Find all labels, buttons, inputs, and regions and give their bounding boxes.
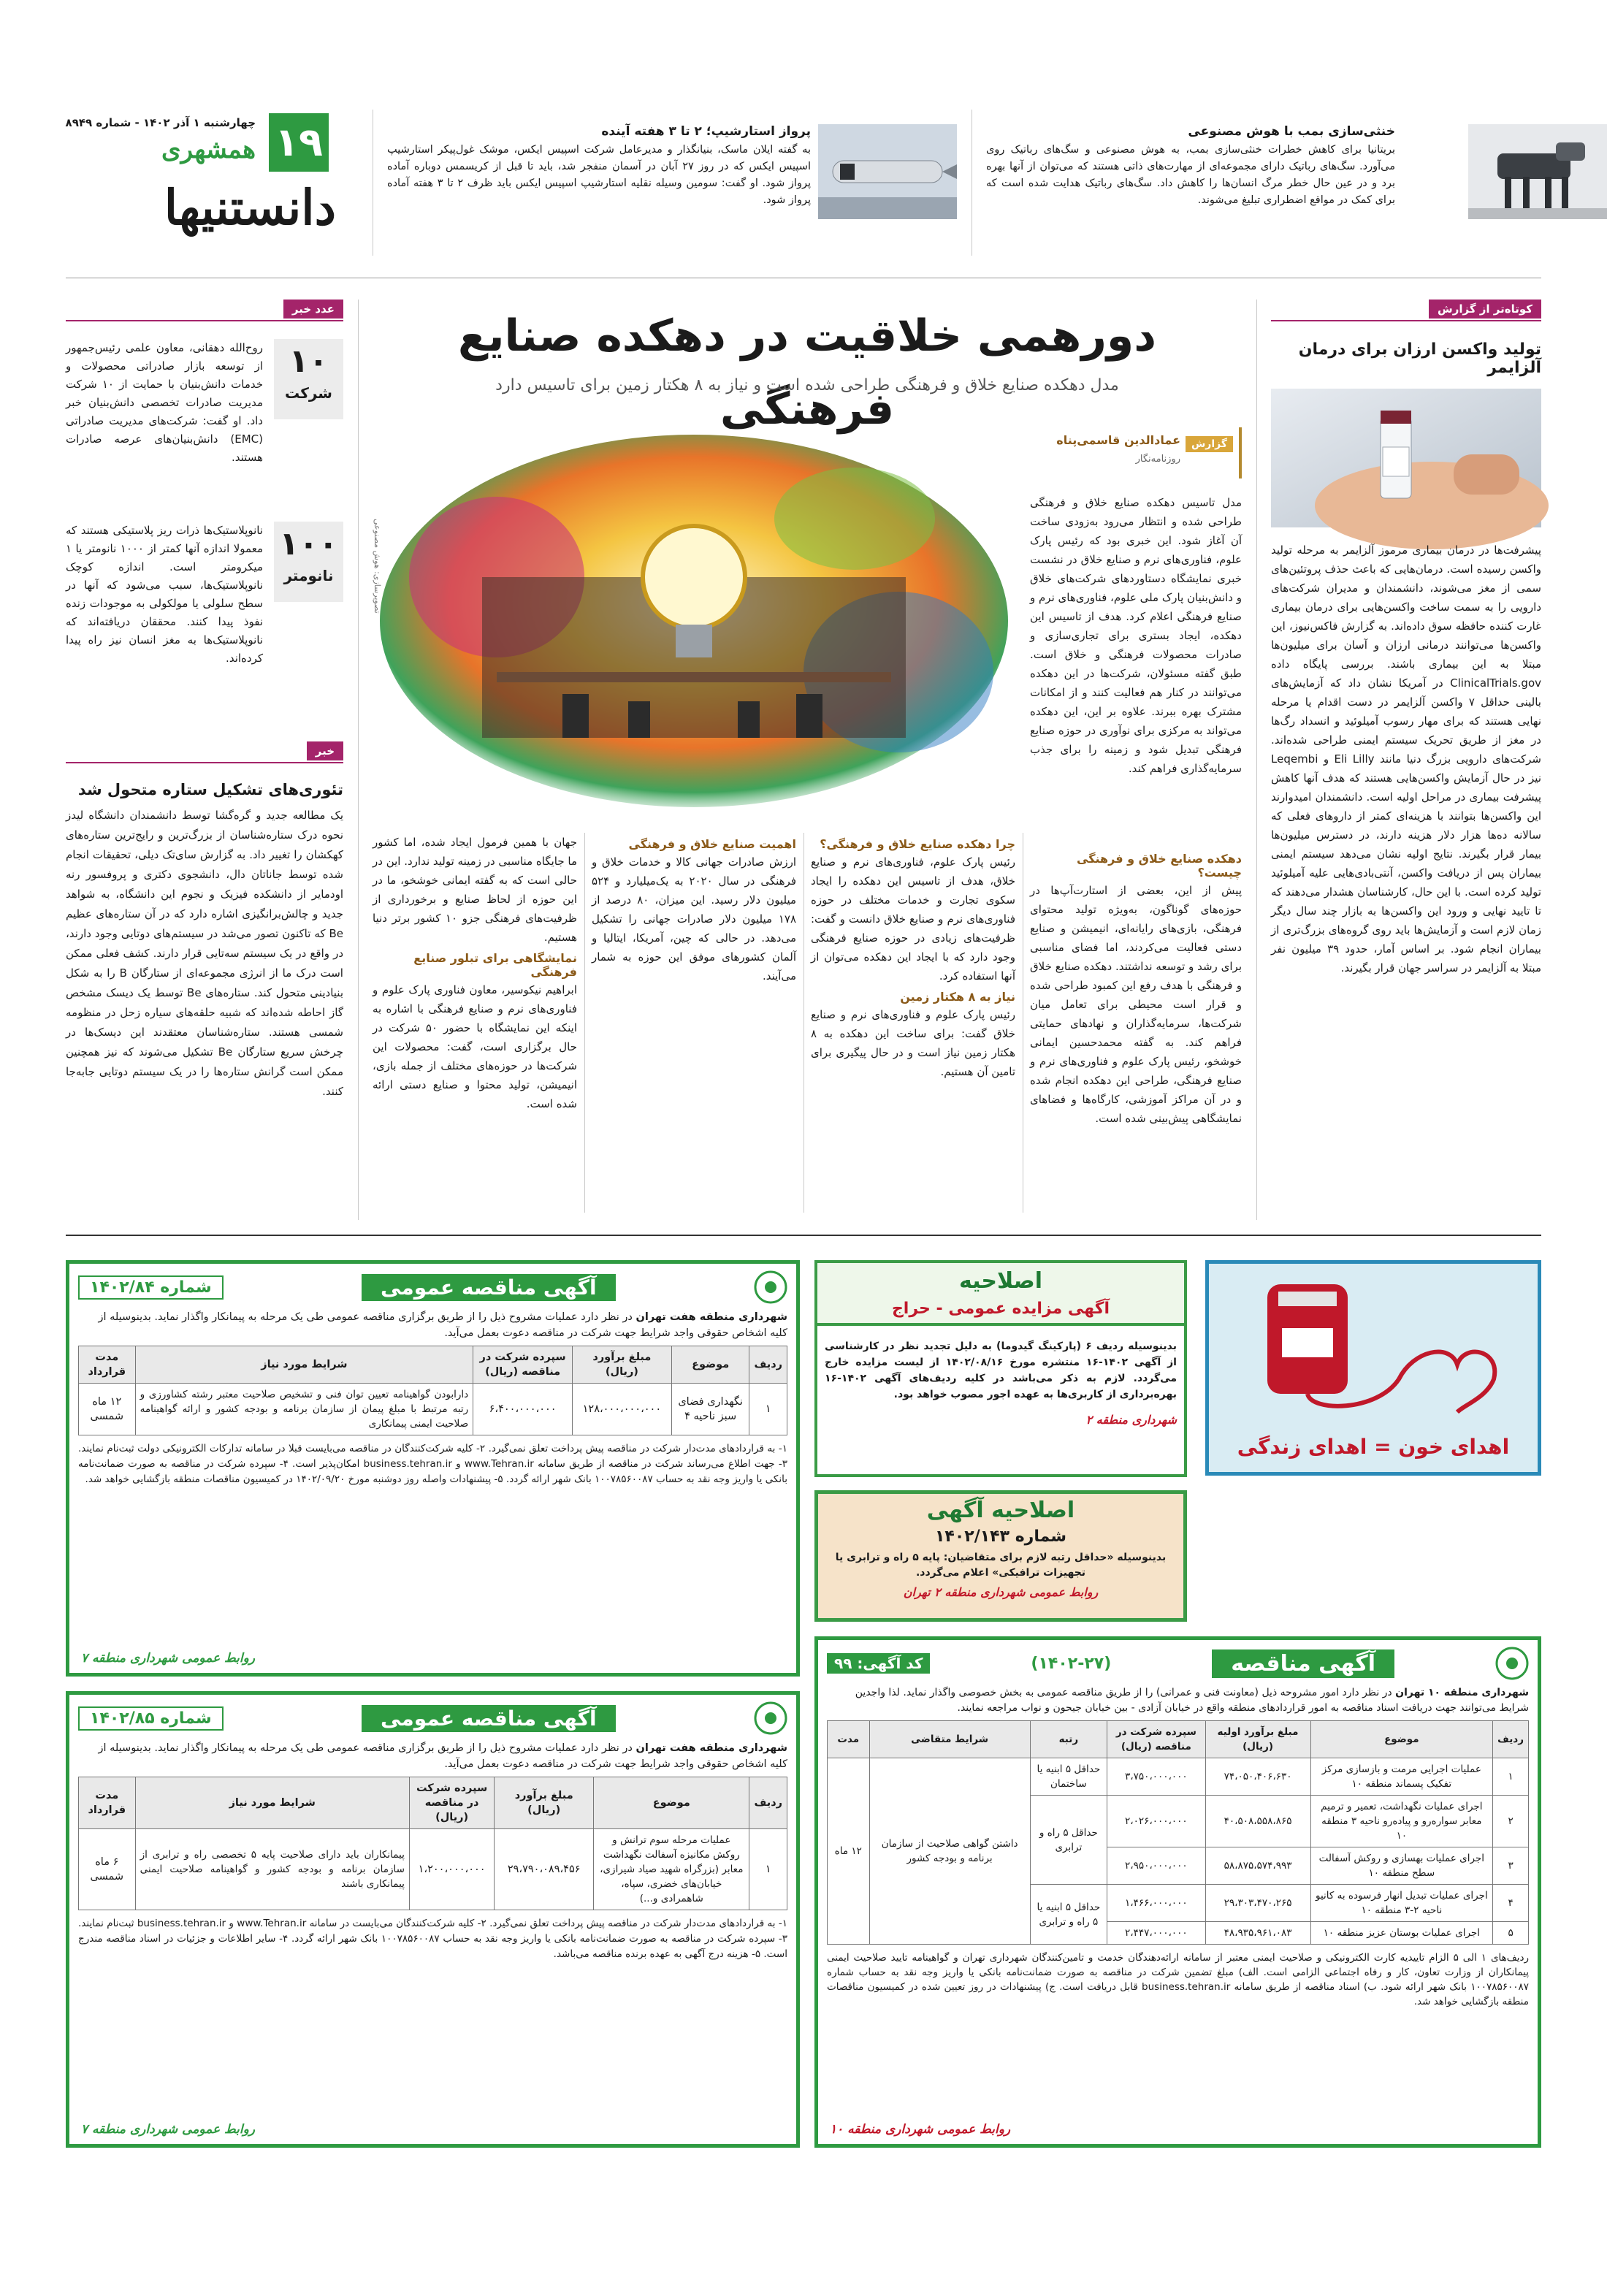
story-body: پیشرفت‌ها در درمان بیماری مرموز آلزایمر به مرحله تولید واکسن رسیده است. درمان‌هایی که باعث حذف پروتئین‌های سمی از مغز می‌شوند، دانشمندان و مدیران شرکت‌های دارویی را به سمت ساخت واکسن‌هایی برای درمان بیماری غارت کننده حافظه سوق داده‌اند. به گزارش فاکس‌نیوز، این واکسن‌ها می‌توانند درمانی ارزان و آسان برای میلیون‌ها مبتلا به این بیماری باشند. بررسی پایگاه داده ClinicalTrials.gov در آمریکا نشان داد که آزمایش‌های بالینی حداقل ۷ واکسن آلزایمر در دست اقدام یا مرحله نهایی هستند که برای مهار رسوب آمیلوئید و انسداد رگ‌ها در مغز از طریق تحریک سیستم ایمنی طراحی شده‌اند. شرکت‌های دارویی بزرگ دنیا مانند Eli Lilly و Leqembi نیز در حال آزمایش واکسن‌هایی هستند که هدف آنها کاهش پیشرفت بیماری در مراحل اولیه است. دانشمندان امیدوارند این واکسن‌ها بتوانند با هزینه‌ای کمتر از داروهای فعلی که سالانه ده‌ها هزار دلار هزینه دارند، در دسترس میلیون‌ها بیمار قرار بگیرند. نتایج اولیه نشان می‌دهد سیستم ایمنی بیماران پس از دریافت واکسن، آنتی‌بادی‌هایی علیه آمیلوئید تولید کرده است. با این حال، کارشناسان هشدار می‌دهند که تا تایید نهایی و ورود این واکسن‌ها به بازار چند سال دیگر زمان لازم است و آزمایش‌ها باید روی گروه‌های بزرگ‌تری از بیماران انجام شود. بر اساس آمار، حدود ۳۹ میلیون نفر مبتلا به آلزایمر در سراسر جهان قرار بگیرند. — [1271, 544, 1542, 975]
table-cell: نگهداری فضای سبز ناحیه ۴ — [671, 1384, 749, 1435]
table-cell: ۲۹،۷۹۰،۰۸۹،۴۵۶ — [495, 1829, 594, 1910]
image-credit: تصویرسازی: هوش مصنوعی — [373, 519, 382, 614]
table-cell: عملیات اجرایی مرمت و بازسازی مرکز تفکیک پسماند منطقه ۱۰ — [1310, 1758, 1493, 1796]
table-cell: ۳ — [1493, 1847, 1529, 1885]
number-unit: نانومتر — [283, 567, 334, 584]
ad-intro: در نظر دارد امور مشروحه ذیل (معاونت فنی و عمرانی) را از طریق مناقصه عمومی به بخش خصوصی واگذار نماید. لذا واجدین شرایط می‌توانند جهت دریافت اسناد مناقصه به امور قراردادهای منطقه واقع در خیابان آزادی - بین خیابان جیحون و نواب مراجعه نمایند. — [855, 1687, 1529, 1714]
section-tag: خبر — [307, 741, 343, 760]
ad-issuer: شهرداری منطقه هفت تهران — [635, 1742, 787, 1754]
galaxy-story — [66, 741, 343, 1216]
table-cell: ۶،۴۰۰،۰۰۰،۰۰۰ — [473, 1384, 573, 1435]
table-cell: داشتن گواهی صلاحیت از سازمان برنامه و بودجه کشور — [869, 1758, 1030, 1945]
table-header: مدت — [828, 1721, 870, 1758]
table-header: مبلغ برآورد اولیه (ریال) — [1205, 1721, 1310, 1758]
page-number-badge: ۱۹ — [269, 113, 329, 172]
correction-ad-1-body — [814, 1324, 1187, 1477]
ad-issuer: شهرداری منطقه هفت تهران — [635, 1311, 787, 1323]
table-row — [828, 1758, 1529, 1796]
vaccine-story — [1271, 300, 1541, 1220]
correction-title: اصلاحیه — [958, 1268, 1043, 1294]
table-cell: ۲،۹۵۰،۰۰۰،۰۰۰ — [1107, 1847, 1205, 1885]
lead-text: مدل تاسیس دهکده صنایع خلاق و فرهنگی طراحی شده و انتظار می‌رود به‌زودی ساخت آن آغاز شود. این خبری بود که رئیس پارک علوم، فناوری‌های نرم و صنایع خلاق در نشست خبری نمایشگاه دستاوردهای شرکت‌های خلاق و دانش‌بنیان پارک ملی علوم، فناوری‌های نرم و صنایع فرهنگی اعلام کرد. هدف از تاسیس این دهکده، ایجاد بستری برای تجاری‌سازی و صادرات محصولات فرهنگی و خلاق است. طبق گفته مسئولان، شرکت‌ها در این دهکده می‌توانند در کنار هم فعالیت کنند و از امکانات مشترک بهره ببرند. علاوه بر این، این دهکده می‌تواند به مرکزی برای نوآوری در حوزه صنایع فرهنگی تبدیل شود و زمینه را برای جذب سرمایه‌گذاری فراهم کند. — [1030, 496, 1242, 775]
tender-ad-84 — [66, 1260, 800, 1677]
number-value: ۱۰ — [289, 343, 329, 380]
table-header: ردیف — [749, 1777, 787, 1829]
top-story-title: خنثی‌سازی بمب با هوش مصنوعی — [1188, 124, 1395, 139]
author-role: روزنامه‌نگار — [1135, 454, 1180, 465]
table-cell: ۵ — [1493, 1922, 1529, 1945]
issue-date: چهارشنبه ۱ آذر ۱۴۰۲ - شماره ۸۹۴۹ — [65, 116, 256, 129]
table-cell: اجرای عملیات تبدیل انهار فرسوده به کانیو ناحیه ۲-۳ منطقه ۱۰ — [1310, 1885, 1493, 1922]
table-header: رتبه — [1030, 1721, 1107, 1758]
blood-bag-icon — [1209, 1270, 1538, 1416]
number-text: روح‌الله دهقانی، معاون علمی رئیس‌جمهور از توسعه بازار صادراتی محصولات و خدمات دانش‌بنیان با حمایت از ۱۰ شرکت مدیریت صادرات تخصصی دانش‌بنیان خبر داد. او گفت: شرکت‌های مدیریت صادراتی (EMC) دانش‌بنیان‌های عرصه صادرات هستند. — [66, 341, 263, 464]
section-text: پیش از این، بعضی از استارت‌آپ‌ها در حوزه‌های گوناگون، به‌ویژه تولید محتوای فرهنگی، بازی‌های رایانه‌ای، انیمیشن و صنایع دستی فعالیت می‌کردند، اما فضای مناسبی برای رشد و توسعه نداشتند. دهکده صنایع خلاق و فرهنگی با هدف رفع این کمبود طراحی شده و قرار است محیطی برای تعامل میان شرکت‌ها، سرمایه‌گذاران و نهادهای حمایتی فراهم کند. به گفته محمدحسین ایمانی خوشخو، رئیس پارک علوم و فناوری‌های نرم و صنایع فرهنگی، طراحی این دهکده انجام شده و در آن مراکز آموزشی، کارگاه‌ها و فضاهای نمایشگاهی پیش‌بینی شده است. — [1030, 884, 1242, 1125]
section-heading: دهکده صنایع خلاق و فرهنگی چیست؟ — [1077, 852, 1242, 880]
municipality-logo-icon — [754, 1701, 787, 1735]
section-text: ارزش صادرات جهانی کالا و خدمات خلاق و فرهنگی در سال ۲۰۲۰ به یک‌میلیارد و ۵۲۴ میلیون دلار رسید. این میزان، ۸۰ درصد از ۱۷۸ میلیون دلار صادرات جهانی را تشکیل می‌دهد. در حالی که چین، آمریکا، ایتالیا و آلمان کشورهای موفق این حوزه به شمار می‌آیند. — [592, 855, 796, 983]
table-header: مبلغ برآورد (ریال) — [495, 1777, 594, 1829]
correction2-body: بدینوسیله «حداقل رتبه لازم برای متقاضیان: پایه ۵ راه و ترابری یا تجهیزات ترافیکی» اعلام می‌گردد. — [835, 1552, 1167, 1579]
masthead — [66, 106, 343, 263]
table-cell: ۱ — [749, 1829, 787, 1910]
section-text: رئیس پارک علوم، فناوری‌های نرم و صنایع خلاق، هدف از تاسیس این دهکده را ایجاد سکوی تجارت و خدمات مختلف در حوزه فناوری‌های نرم و صنایع خلاق دانست و گفت: ظرفیت‌های زیادی در حوزه صنایع فرهنگی وجود دارد که با ایجاد این دهکده می‌توان از آنها استفاده کرد. — [811, 855, 1015, 983]
ad-issuer: شهرداری منطقه ۱۰ تهران — [1395, 1687, 1529, 1698]
story-body: یک مطالعه جدید و گره‌گشا توسط دانشمندان دانشگاه لیدز نحوه درک ستاره‌شناسان از بزرگ‌ترین و رایج‌ترین ستاره‌های کهکشان را تغییر داد. به گزارش سای‌تک دیلی، تحقیقات انجام شده توسط جاناتان دال، دانشجوی دکتری و پروفسور رنه اودمایر از دانشکده فیزیک و نجوم این دانشگاه، به شواهد جدید و چالش‌برانگیزی اشاره دارد که در آن ستاره‌های عظیم Be که تاکنون تصور می‌شد در سیستم‌های دوتایی وجود دارند، در واقع در یک سیستم سه‌تایی قرار دارند. کشف فعلی ممکن است درک ما از انرژی مجموعه‌ای از ستارگان B را به شکل بنیادینی متحول کند. ستاره‌های Be توسط یک دیسک مشخص گاز احاطه شده‌اند که شبیه حلقه‌های سیاره زحل در منظومه شمسی هستند. ستاره‌شناسان معتقدند این دیسک‌ها در چرخش سریع ستارگان Be تشکیل می‌شوند که نیز همچنین ممکن است گرانش ستاره‌ها را در یک سیستم دوتایی جابه‌جا کنند. — [66, 809, 343, 1098]
tender-ad-85 — [66, 1691, 800, 2148]
top-story-bomb — [986, 117, 1541, 256]
section-heading: اهمیت صنایع خلاق و فرهنگی — [628, 837, 796, 851]
table-cell: ۱۲ ماه — [828, 1758, 870, 1945]
section-title: دانستنیها — [164, 179, 336, 236]
table-cell: ۴۰،۵۰۸،۵۵۸،۸۶۵ — [1205, 1796, 1310, 1847]
table-cell: ۱۲۸،۰۰۰،۰۰۰،۰۰۰ — [573, 1384, 672, 1435]
table-header: شرایط مورد نیاز — [135, 1777, 409, 1829]
municipality-logo-icon — [1495, 1647, 1529, 1680]
table-cell: ۶ ماه شمسی — [79, 1829, 136, 1910]
ad-number: (۱۴۰۲-۲۷) — [1031, 1654, 1112, 1673]
ad-intro: در نظر دارد عملیات مشروح ذیل را از طریق برگزاری مناقصه عمومی طی یک مرحله به پیمانکار واگذار نماید. بدینوسیله از کلیه اشخاص حقوقی واجد شرایط جهت شرکت در مناقصه دعوت بعمل می‌آید. — [98, 1742, 787, 1770]
table-cell: عملیات مرحله سوم ترانش و روکش مکانیزه آسفالت نگهداشت معابر (بزرگراه شهید صیاد شیرازی، خیابان‌های خضری، سپاه، شاهمرادی و...) — [594, 1829, 749, 1910]
byline — [1030, 427, 1242, 478]
table-cell: ۱،۲۰۰،۰۰۰،۰۰۰ — [409, 1829, 494, 1910]
table-header: ردیف — [749, 1346, 787, 1384]
section-heading: نیاز به ۸ هکتار زمین — [900, 990, 1015, 1004]
table-cell: پیمانکاران باید دارای صلاحیت پایه ۵ تخصصی راه و ترابری از سازمان برنامه و بودجه کشور و گواهینامه صلاحیت ایمنی پیمانکاری باشند — [135, 1829, 409, 1910]
number-item — [66, 339, 343, 522]
table-header: موضوع — [594, 1777, 749, 1829]
ad-number: شماره ۱۴۰۲/۸۴ — [78, 1275, 224, 1300]
ad-number: شماره ۱۴۰۲/۸۵ — [78, 1706, 224, 1731]
table-header: ردیف — [1493, 1721, 1529, 1758]
table-cell: ۱ — [749, 1384, 787, 1435]
table-cell: ۲،۴۴۷،۰۰۰،۰۰۰ — [1107, 1922, 1205, 1945]
main-col-1 — [1030, 847, 1242, 1213]
section-text: رئیس پارک علوم و فناوری‌های نرم و صنایع خلاق گفت: برای ساخت این دهکده به ۸ هکتار زمین نیاز است و در حال پیگیری برای تامین آن هستیم. — [811, 1008, 1015, 1078]
ad-footer: روابط عمومی شهرداری منطقه ۱۰ — [830, 2122, 1011, 2137]
section-tag: کوتاه‌تر از گزارش — [1429, 300, 1541, 319]
ad-title: آگهی مناقصه عمومی — [362, 1274, 616, 1301]
table-cell: ۱ — [1493, 1758, 1529, 1796]
table-cell: ۳،۷۵۰،۰۰۰،۰۰۰ — [1107, 1758, 1205, 1796]
correction2-footer: روابط عمومی شهرداری منطقه ۲ تهران — [903, 1585, 1099, 1599]
table-header: سپرده شرکت در مناقصه (ریال) — [409, 1777, 494, 1829]
municipality-logo-icon — [754, 1270, 787, 1304]
ad-title: آگهی مناقصه — [1212, 1649, 1394, 1678]
tender-table — [78, 1777, 787, 1910]
top-story-body: بریتانیا برای کاهش خطرات خنثی‌سازی بمب، به هوش مصنوعی و سگ‌های رباتیک روی می‌آورد. سگ‌های رباتیک دارای مجموعه‌ای از مهارت‌های ذاتی هستند که می‌توان از آنها بهره برد و در عین حال خطر مرگ انسان‌ها را کاهش داد. سگ‌های رباتیک هدایت شده است که برای کمک در مواقع اضطراری تبلیغ می‌شوند. — [986, 144, 1395, 206]
correction2-number: شماره ۱۴۰۲/۱۴۳ — [935, 1528, 1066, 1546]
table-header: سپرده شرکت در مناقصه (ریال) — [473, 1346, 573, 1384]
kicker: گزارش — [1186, 436, 1233, 452]
table-cell: اجرای عملیات بهسازی و روکش آسفالت سطح منطقه ۱۰ — [1310, 1847, 1493, 1885]
starship-image — [818, 124, 957, 219]
ad-footer: روابط عمومی شهرداری منطقه ۷ — [81, 1651, 256, 1666]
table-header: شرایط متقاضی — [869, 1721, 1030, 1758]
number-text: نانوپلاستیک‌ها ذرات ریز پلاستیکی هستند که معمولا اندازه آنها کمتر از ۱۰۰۰ نانومتر یا ۱ میکرومتر است. اندازه کوچک نانوپلاستیک‌ها، سبب می‌شود که آنها در سطح سلولی یا مولکولی به موجودات زنده نفوذ پیدا کنند. محققان دریافته‌اند که نانوپلاستیک‌ها به مغز انسان نیز راه پیدا کرده‌اند. — [66, 524, 263, 665]
story-title: تولید واکسن ارزان برای درمان آلزایمر — [1298, 340, 1541, 377]
numbers-box — [66, 300, 343, 709]
table-cell: اجرای عملیات بوستان عزیز منطقه ۱۰ — [1310, 1922, 1493, 1945]
table-header: مبلغ برآورد (ریال) — [573, 1346, 672, 1384]
section-heading: چرا دهکده صنایع خلاق و فرهنگی؟ — [820, 837, 1015, 851]
table-cell: حداقل ۵ راه و ترابری — [1030, 1796, 1107, 1885]
table-cell: حداقل ۵ ابنیه یا ساختمان — [1030, 1758, 1107, 1796]
table-cell: ۴ — [1493, 1885, 1529, 1922]
table-cell: ۱۲ ماه شمسی — [79, 1384, 136, 1435]
main-lead — [1030, 493, 1242, 851]
story-title: تئوری‌های تشکیل ستاره متحول شد — [77, 781, 343, 798]
number-unit: شرکت — [285, 384, 332, 402]
correction-heading: آگهی مزایده عمومی - حراج — [891, 1300, 1110, 1318]
author-name: عمادالدین قاسمی‌پناه — [1056, 433, 1180, 447]
ad-title: آگهی مناقصه عمومی — [362, 1705, 616, 1732]
newspaper-logo: همشهری — [161, 135, 256, 164]
correction2-title: اصلاحیه آگهی — [926, 1498, 1075, 1523]
ad-notes: ۱- به قراردادهای مدت‌دار شرکت در مناقصه پیش پرداخت تعلق نمی‌گیرد. ۲- کلیه شرکت‌کنندگان می‌بایست در سامانه www.Tehran.ir و business.tehran.ir ثبت‌نام نمایند. ۳- سپرده شرکت در مناقصه به صورت ضمانت‌نامه بانکی یا واریز وجه نقد به حساب ۱۰۰۷۸۵۶۰۰۸۷ بانک شهر ارائه گردد. ۴- سایر اطلاعات و جزئیات در اسناد مناقصه مندرج است. ۵- هزینه درج آگهی به عهده برنده مناقصه می‌باشد. — [78, 1918, 787, 1960]
table-cell: اجرای عملیات نگهداشت، تعمیر و ترمیم معابر سواره‌رو و پیاده‌رو ناحیه ۳ منطقه ۱۰ — [1310, 1796, 1493, 1847]
donation-slogan: اهدای خون = اهدای زندگی — [1237, 1435, 1510, 1459]
table-cell: ۲،۰۲۶،۰۰۰،۰۰۰ — [1107, 1796, 1205, 1847]
table-header: شرایط مورد نیاز — [135, 1346, 473, 1384]
table-cell: ۱،۴۶۶،۰۰۰،۰۰۰ — [1107, 1885, 1205, 1922]
section-tag: عدد خبر — [283, 300, 343, 319]
table-header: موضوع — [1310, 1721, 1493, 1758]
table-header: مدت قرارداد — [79, 1346, 136, 1384]
main-headline: دورهمی خلاقیت در دهکده صنایع فرهنگی — [457, 310, 1156, 435]
ad-intro: در نظر دارد عملیات مشروح ذیل را از طریق برگزاری مناقصه عمومی طی یک مرحله به پیمانکار واگذار نماید. بدینوسیله از کلیه اشخاص حقوقی واجد شرایط جهت شرکت در مناقصه دعوت بعمل می‌آید. — [98, 1311, 787, 1339]
main-col-4 — [373, 833, 577, 1213]
correction-footer: شهرداری منطقه ۲ — [1085, 1413, 1177, 1427]
correction-ad-2 — [814, 1490, 1187, 1622]
table-cell: ۲۹،۳۰۳،۴۷۰،۲۶۵ — [1205, 1885, 1310, 1922]
table-row — [79, 1829, 787, 1910]
table-cell: ۲ — [1493, 1796, 1529, 1847]
table-header: مدت قرارداد — [79, 1777, 136, 1829]
tender-ad-region10 — [814, 1636, 1541, 2148]
top-story-starship — [387, 117, 957, 256]
table-cell: حداقل ۵ ابنیه یا ۵ راه و ترابری — [1030, 1885, 1107, 1945]
table-cell: ۵۸،۸۷۵،۵۷۴،۹۹۳ — [1205, 1847, 1310, 1885]
main-illustration — [373, 431, 1015, 811]
ad-notes: ۱- به قراردادهای مدت‌دار شرکت در مناقصه پیش پرداخت تعلق نمی‌گیرد. ۲- کلیه شرکت‌کنندگان در مناقصه می‌بایست قبلا در سامانه تدارکات الکترونیکی دولت ثبت‌نام نمایند. ۳- جهت اطلاع می‌رساند شرکت در مناقصه از طریق سامانه www.Tehran.ir و business.tehran.ir امکان‌پذیر است. ۴- سپرده شرکت در مناقصه به صورت ضمانت‌نامه بانکی یا واریز وجه نقد به حساب ۱۰۰۷۸۵۶۰۰۸۷ بانک شهر ارائه گردد. ۵- پیشنهادات واصله روز دوشنبه مورخ ۱۴۰۲/۰۹/۲۰ در کمیسیون مناقصات منطقه بازگشایی خواهد شد. — [78, 1443, 787, 1485]
blood-donation-ad — [1205, 1260, 1541, 1476]
section-text: ابراهیم نیکوسیر، معاون فناوری پارک علوم و فناوری‌های نرم و صنایع فرهنگی با اشاره به اینکه این نمایشگاه با حضور ۵۰ شرکت در حال برگزاری است، گفت: محصولات این شرکت‌ها در حوزه‌های مختلف از جمله بازی، انیمیشن، تولید محتوا و صنایع دستی ارائه شده است. — [373, 983, 577, 1110]
vaccine-vial-image — [1271, 389, 1541, 527]
top-story-title: پرواز استارشیپ؛ ۲ تا ۳ هفته آینده — [601, 124, 811, 139]
number-item — [66, 522, 343, 697]
tender-table — [78, 1346, 787, 1435]
robot-dog-image — [1468, 124, 1607, 219]
ad-code: کد آگهی: ۹۹ — [827, 1653, 930, 1674]
correction-body: بدینوسیله ردیف ۶ (پارکینگ گیدوما) به دلیل تجدید نظر در کارشناسی از آگهی ۱۴۰۲-۱۶ منتشره مورخ ۱۴۰۲/۰۸/۱۶ از لیست مزایده خارج می‌گردد. لازم به ذکر می‌باشد در کلیه ردیف‌های آگهی ۱۴۰۲-۱۶ بهره‌برداری از کاربری‌ها به عهده اجور مصوب خواهد بود. — [825, 1340, 1177, 1400]
table-header: موضوع — [671, 1346, 749, 1384]
number-value: ۱۰۰ — [279, 525, 338, 562]
tender-table — [827, 1720, 1529, 1945]
table-cell: ۷۴،۰۵۰،۴۰۶،۶۳۰ — [1205, 1758, 1310, 1796]
section-text: جهان با همین فرمول ایجاد شده، اما کشور ما جایگاه مناسبی در زمینه تولید ندارد. این در حالی است که به گفته ایمانی خوشخو، ما در این حوزه از لحاظ صنایع و برخورداری از ظرفیت‌های فرهنگی جزو ۱۰ کشور برتر دنیا هستیم. — [373, 836, 577, 944]
main-subtitle: مدل دهکده صنایع خلاق و فرهنگی طراحی شده است و نیاز به ۸ هکتار زمین برای تاسیس دارد — [495, 376, 1119, 394]
main-col-3 — [592, 833, 796, 1213]
table-header: سپرده شرکت در مناقصه (ریال) — [1107, 1721, 1205, 1758]
table-cell: ۴۸،۹۳۵،۹۶۱،۰۸۳ — [1205, 1922, 1310, 1945]
correction-ad-1 — [814, 1260, 1187, 1326]
main-col-2 — [811, 833, 1015, 1213]
top-story-body: به گفته ایلان ماسک، بنیانگذار و مدیرعامل شرکت اسپیس ایکس، موشک غول‌پیکر استارشیپ اسپیس ایکس که در روز ۲۷ آبان در آسمان منفجر شد، باید تا قبل از کریسمس دوباره آماده پرواز شود. او گفت: سومین وسیله نقلیه استارشیپ اسپیس ایکس باید ظرف ۲ تا ۳ هفته آماده پرواز شود. — [387, 144, 811, 206]
section-heading: نمایشگاهی برای تبلور صنایع فرهنگی — [413, 951, 577, 979]
table-row — [79, 1384, 787, 1435]
ad-footer: روابط عمومی شهرداری منطقه ۷ — [81, 2122, 256, 2137]
ad-notes: ردیف‌های ۱ الی ۵ الزام تاییدیه کارت الکترونیکی و صلاحیت ایمنی معتبر از سامانه ارائه‌دهندگان خدمت و تامین‌کنندگان شهرداری تهران و گواهینامه تایید صلاحیت ایمنی پیمانکاران از وزارت تعاون، کار و رفاه اجتماعی الزامی است. الف) مبلغ تضمین شرکت در مناقصه به صورت ضمانت‌نامه بانکی یا واریز وجه نقد به حساب شماره ۱۰۰۷۸۵۶۰۰۸۷ بانک شهر ارائه شود. ب) اسناد مناقصه از طریق سامانه business.tehran.ir قابل دریافت است. ج) پیشنهادات در روز تعیین شده در کمیسیون مناقصات منطقه بازگشایی خواهد شد. — [827, 1952, 1530, 2007]
table-cell: دارابودن گواهینامه تعیین توان فنی و تشخیص صلاحیت معتبر رشته کشاورزی و رتبه مرتبط با مبلغ پیمان از سازمان برنامه و بودجه کشور و ارائه گواهینامه صلاحیت ایمنی پیمانکاری — [135, 1384, 473, 1435]
